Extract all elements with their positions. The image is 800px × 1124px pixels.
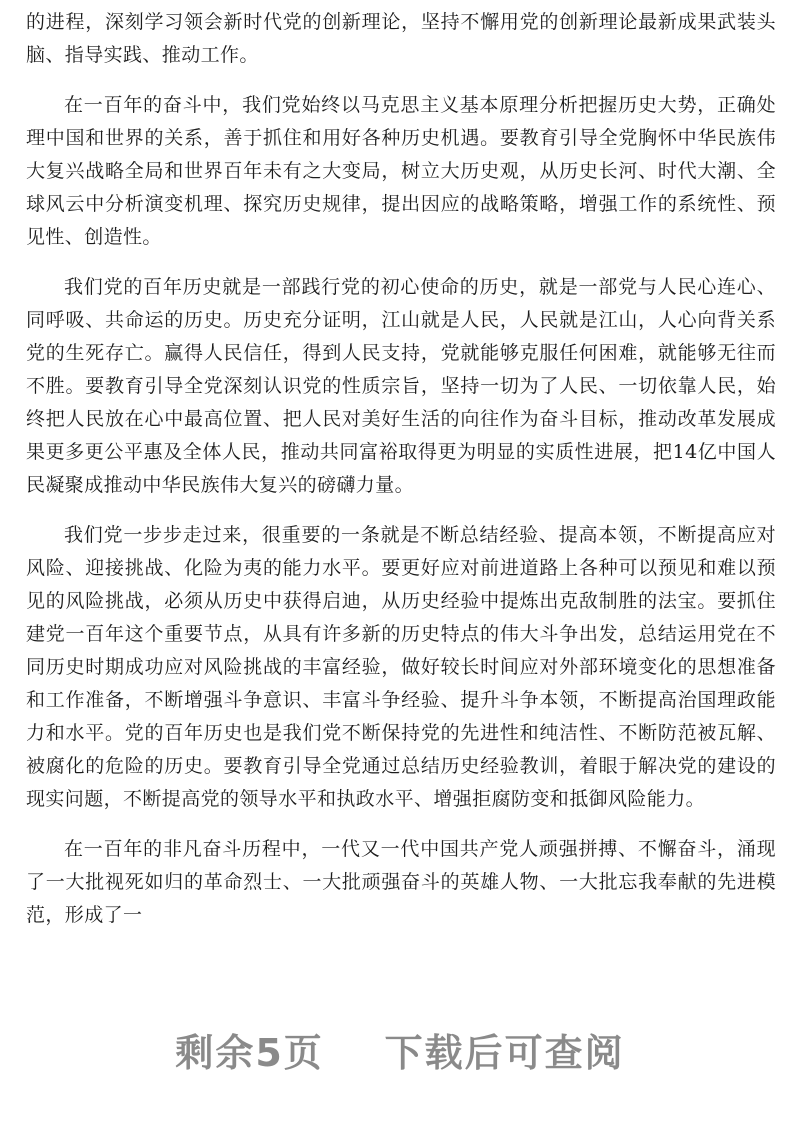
paragraph: 我们党一步步走过来，很重要的一条就是不断总结经验、提高本领，不断提高应对风险、迎接挑战、化险为夷的能力水平。要更好应对前进道路上各种可以预见和难以预见的风险挑战，必须从历史中获得启迪，从历史经验中提炼出克敌制胜的法宝。要抓住建党一百年这个重要节点，从具有许多新的历史特点的伟大斗争出发，总结运用党在不同历史时期成功应对风险挑战的丰富经验，做好较长时间应对外部环境变化的思想准备和工作准备，不断增强斗争意识、丰富斗争经验、提升斗争本领，不断提高治国理政能力和水平。党的百年历史也是我们党不断保持党的先进性和纯洁性、不断防范被瓦解、被腐化的危险的历史。要教育引导全党通过总结历史经验教训，着眼于解决党的建设的现实问题，不断提高党的领导水平和执政水平、增强拒腐防变和抵御风险能力。 <box>26 524 776 810</box>
document-body <box>26 6 776 949</box>
paragraph: 我们党的百年历史就是一部践行党的初心使命的历史，就是一部党与人民心连心、同呼吸、共命运的历史。历史充分证明，江山就是人民，人民就是江山，人心向背关系党的生死存亡。赢得人民信任，得到人民支持，党就能够克服任何困难，就能够无往而不胜。要教育引导全党深刻认识党的性质宗旨，坚持一切为了人民、一切依靠人民，始终把人民放在心中最高位置、把人民对美好生活的向往作为奋斗目标，推动改革发展成果更多更公平惠及全体人民，推动共同富裕取得更为明显的实质性进展，把14亿中国人民凝聚成推动中华民族伟大复兴的磅礴力量。 <box>26 276 776 496</box>
paragraph: 在一百年的奋斗中，我们党始终以马克思主义基本原理分析把握历史大势，正确处理中国和世界的关系，善于抓住和用好各种历史机遇。要教育引导全党胸怀中华民族伟大复兴战略全局和世界百年未有之大变局，树立大历史观，从历史长河、时代大潮、全球风云中分析演变机理、探究历史规律，提出因应的战略策略，增强工作的系统性、预见性、创造性。 <box>26 94 776 248</box>
remaining-pages-banner[interactable]: 剩余5页 下载后可查阅 <box>175 1031 625 1075</box>
paragraph: 的进程，深刻学习领会新时代党的创新理论，坚持不懈用党的创新理论最新成果武装头脑、指导实践、推动工作。 <box>26 11 776 66</box>
paragraph: 在一百年的非凡奋斗历程中，一代又一代中国共产党人顽强拼搏、不懈奋斗，涌现了一大批视死如归的革命烈士、一大批顽强奋斗的英雄人物、一大批忘我奉献的先进模范，形成了一 <box>26 838 776 926</box>
